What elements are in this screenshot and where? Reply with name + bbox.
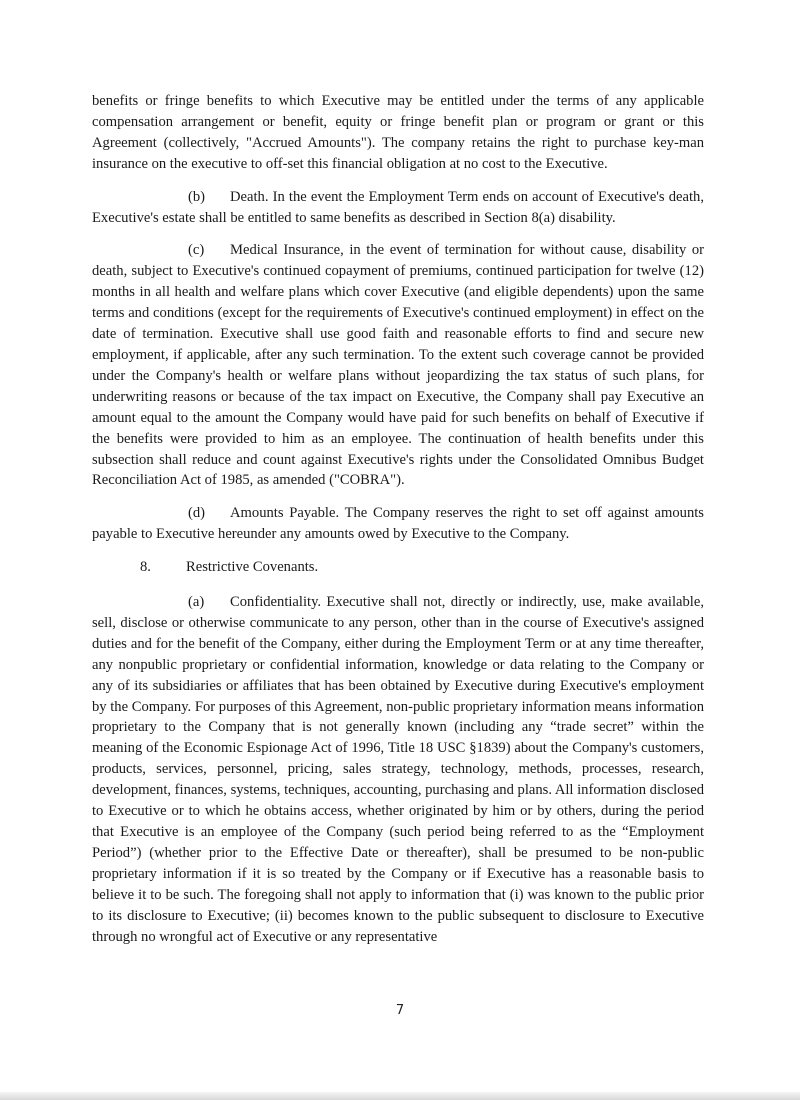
section-title: Restrictive Covenants. <box>186 559 319 576</box>
subsection-label: (c) <box>188 242 205 259</box>
subsection-label: (a) <box>188 594 205 611</box>
paragraph-text: Medical Insurance, in the event of termination for without cause, disability or death, subject to Executive's continued copayment of premiums, continued participation for twelve (12) months in all health and welfare plans which cover Executive (and eligible dependents) upon the same terms and conditions (except for the requirements of Executive's continued employment) in effect on the date of termination. Executive shall use good faith and reasonable efforts to find and secure new employment, if applicable, after any such termination. To the extent such coverage cannot be provided under the Company's health or welfare plans without jeopardizing the tax status of such plans, for underwriting reasons or because of the tax impact on Executive, the Company shall pay Executive an amount equal to the amount the Company would have paid for such benefits on behalf of Executive if the benefits were provided to him as an employee. The continuation of health benefits under this subsection shall reduce and count against Executive's rights under the Consolidated Omnibus Budget Reconciliation Act of 1985, as amended ("COBRA"). <box>92 242 704 489</box>
paragraph-text: Death. In the event the Employment Term ends on account of Executive's death, Executive's estate shall be entitled to same benefits as described in Section 8(a) disability. <box>92 188 704 226</box>
section-heading <box>92 557 704 578</box>
subsection-a-paragraph <box>92 592 704 947</box>
page-bottom-edge <box>0 1092 800 1100</box>
section-number: 8. <box>140 559 151 576</box>
subsection-label: (b) <box>188 188 206 205</box>
paragraph-text: Amounts Payable. The Company reserves the right to set off against amounts payable to Executive hereunder any amounts owed by Executive to the Company. <box>92 505 704 543</box>
page-number: 7 <box>395 1003 405 1018</box>
document-body <box>92 91 704 959</box>
paragraph-text: benefits or fringe benefits to which Executive may be entitled under the terms of any applicable compensation arrangement or benefit, equity or fringe benefit plan or program or grant or this Agreement (collectively, "Accrued Amounts"). The company retains the right to purchase key-man insurance on the executive to off-set this financial obligation at no cost to the Executive. <box>92 93 704 172</box>
subsection-label: (d) <box>188 505 206 522</box>
paragraph-text: Confidentiality. Executive shall not, directly or indirectly, use, make available, sell, disclose or otherwise communicate to any person, other than in the course of Executive's assigned duties and for the benefit of the Company, either during the Employment Term or at any time thereafter, any nonpublic proprietary or confidential information, knowledge or data relating to the Company or any of its subsidiaries or affiliates that has been obtained by Executive during Executive's employment by the Company. For purposes of this Agreement, non-public proprietary information means information proprietary to the Company that is not generally known (including any “trade secret” within the meaning of the Economic Espionage Act of 1996, Title 18 USC §1839) about the Company's customers, products, services, personnel, pricing, sales strategy, technology, methods, processes, research, development, finances, systems, techniques, accounting, purchasing and plans. All information disclosed to Executive or to which he obtains access, whether originated by him or by others, during the period that Executive is an employee of the Company (such period being referred to as the “Employment Period”) (whether prior to the Effective Date or thereafter), shall be presumed to be non-public proprietary information if it is so treated by the Company or if Executive has a reasonable basis to believe it to be such. The foregoing shall not apply to information that (i) was known to the public prior to its disclosure to Executive; (ii) becomes known to the public subsequent to disclosure to Executive through no wrongful act of Executive or any representative <box>92 594 704 945</box>
subsection-c-paragraph <box>92 240 704 491</box>
continuation-paragraph <box>92 91 704 175</box>
subsection-b-paragraph <box>92 187 704 229</box>
subsection-d-paragraph <box>92 503 704 545</box>
